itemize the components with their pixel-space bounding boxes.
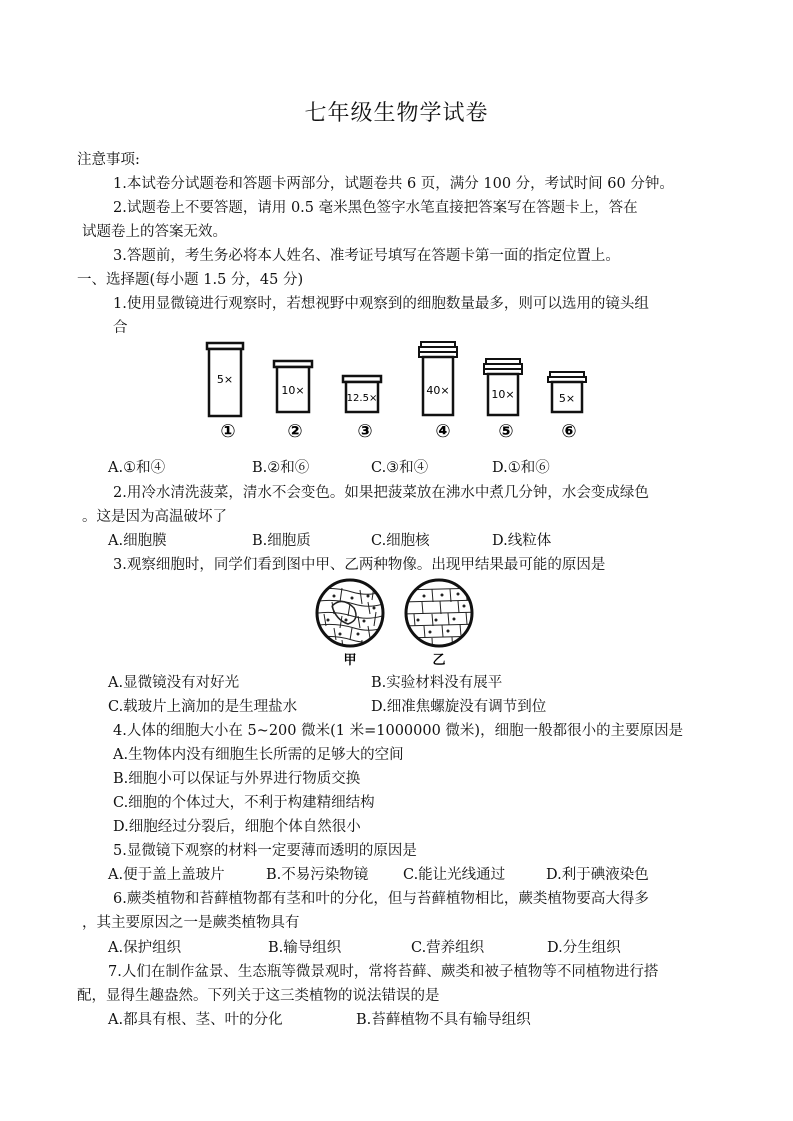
q5-option-b: B.不易污染物镜 bbox=[266, 867, 369, 883]
q4-option-c: C.细胞的个体过大，不利于构建精细结构 bbox=[113, 795, 375, 811]
lens-4-number: ④ bbox=[435, 421, 451, 442]
cell-images-figure bbox=[312, 576, 492, 670]
q6-option-c: C.营养组织 bbox=[411, 940, 485, 956]
note-2-line-2: 试题卷上的答案无效。 bbox=[82, 224, 227, 240]
lens-1-number: ① bbox=[220, 421, 236, 442]
q1-stem-line-2: 合 bbox=[113, 320, 128, 336]
lens-2-label: 10× bbox=[281, 384, 305, 397]
cell-image-yi bbox=[402, 576, 482, 656]
lens-3-label: 12.5× bbox=[346, 393, 378, 404]
notes-heading: 注意事项: bbox=[77, 152, 140, 168]
q2-option-d: D.线粒体 bbox=[492, 533, 552, 549]
q4-stem: 4.人体的细胞大小在 5~200 微米(1 米=1000000 微米)，细胞一般都很小的主要原因是 bbox=[113, 723, 684, 739]
lens-1-label: 5× bbox=[216, 373, 234, 386]
lens-6-label: 5× bbox=[558, 392, 576, 405]
cell-image-jia bbox=[312, 576, 392, 656]
lens-2-number: ② bbox=[287, 421, 303, 442]
page-title: 七年级生物学试卷 bbox=[304, 101, 489, 126]
lens-1 bbox=[207, 343, 243, 442]
q5-option-d: D.利于碘液染色 bbox=[546, 867, 649, 883]
q1-stem-line-1: 1.使用显微镜进行观察时，若想视野中观察到的细胞数量最多，则可以选用的镜头组 bbox=[113, 296, 649, 312]
q6-option-b: B.输导组织 bbox=[268, 940, 342, 956]
note-3: 3.答题前，考生务必将本人姓名、准考证号填写在答题卡第一面的指定位置上。 bbox=[113, 248, 620, 264]
lens-5-number: ⑤ bbox=[498, 421, 514, 442]
q2-stem-line-2: 。这是因为高温破坏了 bbox=[82, 509, 227, 525]
lens-4-label: 40× bbox=[426, 384, 450, 397]
q3-stem: 3.观察细胞时，同学们看到图中甲、乙两种物像。出现甲结果最可能的原因是 bbox=[113, 557, 606, 573]
lens-5 bbox=[484, 359, 522, 442]
lens-6 bbox=[548, 372, 586, 442]
q1-option-c: C.③和④ bbox=[371, 460, 429, 476]
q1-option-b: B.②和⑥ bbox=[252, 460, 310, 476]
q3-option-d: D.细准焦螺旋没有调节到位 bbox=[371, 699, 547, 715]
q2-option-c: C.细胞核 bbox=[371, 533, 430, 549]
q4-option-a: A.生物体内没有细胞生长所需的足够大的空间 bbox=[113, 747, 404, 763]
lens-3 bbox=[343, 376, 381, 442]
lens-3-number: ③ bbox=[357, 421, 373, 442]
q4-option-d: D.细胞经过分裂后，细胞个体自然很小 bbox=[113, 819, 361, 835]
label-jia: 甲 bbox=[343, 653, 357, 668]
note-1: 1.本试卷分试题卷和答题卡两部分，试题卷共 6 页，满分 100 分，考试时间 60 分钟。 bbox=[113, 176, 674, 192]
q4-option-b: B.细胞小可以保证与外界进行物质交换 bbox=[113, 771, 361, 787]
q2-option-a: A.细胞膜 bbox=[108, 533, 167, 549]
q6-option-d: D.分生组织 bbox=[547, 940, 621, 956]
q7-option-b: B.苔藓植物不具有输导组织 bbox=[356, 1012, 531, 1028]
q7-option-a: A.都具有根、茎、叶的分化 bbox=[108, 1012, 283, 1028]
q1-option-a: A.①和④ bbox=[108, 460, 166, 476]
q3-option-a: A.显微镜没有对好光 bbox=[108, 675, 240, 691]
label-yi: 乙 bbox=[432, 653, 446, 668]
note-2-line-1: 2.试题卷上不要答题，请用 0.5 毫米黑色签字水笔直接把答案写在答题卡上，答在 bbox=[113, 200, 638, 216]
q5-option-c: C.能让光线通过 bbox=[403, 867, 506, 883]
lens-2 bbox=[274, 361, 312, 442]
q3-option-b: B.实验材料没有展平 bbox=[371, 675, 503, 691]
q5-stem: 5.显微镜下观察的材料一定要薄而透明的原因是 bbox=[113, 843, 417, 859]
lens-figure bbox=[195, 338, 595, 446]
q7-stem-line-1: 7.人们在制作盆景、生态瓶等微景观时，常将苔藓、蕨类和被子植物等不同植物进行搭 bbox=[108, 964, 659, 980]
q7-stem-line-2: 配，显得生趣盎然。下列关于这三类植物的说法错误的是 bbox=[77, 988, 440, 1004]
q3-option-c: C.载玻片上滴加的是生理盐水 bbox=[108, 699, 298, 715]
section-heading: 一、选择题(每小题 1.5 分，45 分) bbox=[77, 272, 304, 288]
q6-stem-line-1: 6.蕨类植物和苔藓植物都有茎和叶的分化，但与苔藓植物相比，蕨类植物要高大得多 bbox=[113, 891, 649, 907]
q6-stem-line-2: ，其主要原因之一是蕨类植物具有 bbox=[82, 915, 300, 931]
q2-stem-line-1: 2.用冷水清洗菠菜，清水不会变色。如果把菠菜放在沸水中煮几分钟，水会变成绿色 bbox=[113, 485, 649, 501]
q2-option-b: B.细胞质 bbox=[252, 533, 311, 549]
lens-4 bbox=[419, 342, 457, 442]
q1-option-d: D.①和⑥ bbox=[492, 460, 550, 476]
q6-option-a: A.保护组织 bbox=[108, 940, 182, 956]
lens-5-label: 10× bbox=[491, 388, 515, 401]
q5-option-a: A.便于盖上盖玻片 bbox=[108, 867, 225, 883]
lens-6-number: ⑥ bbox=[561, 421, 577, 442]
